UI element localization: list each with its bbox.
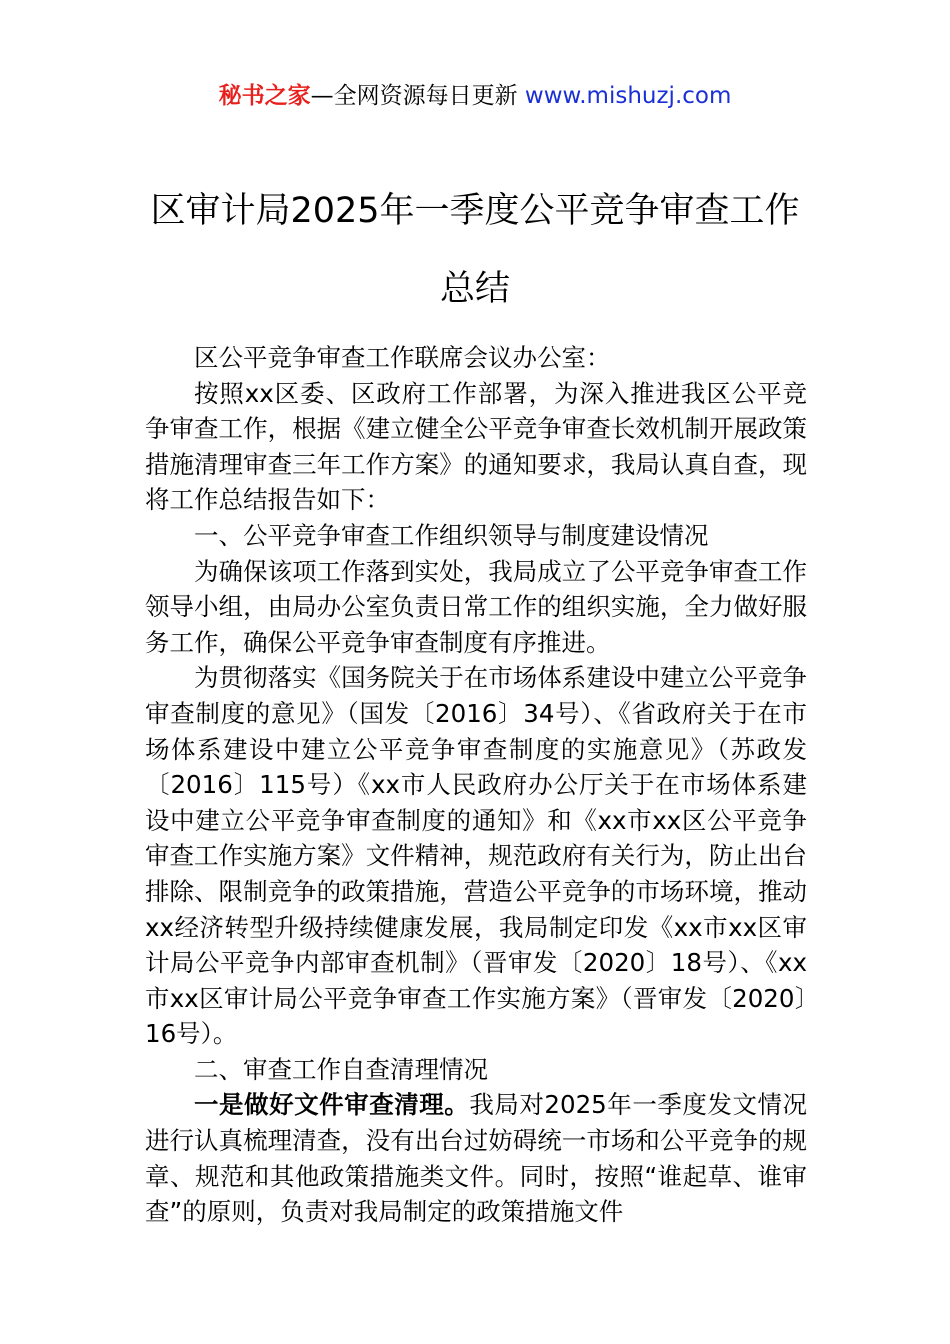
- site-header: [0, 80, 950, 112]
- header-tagline: —全网资源每日更新: [310, 83, 525, 109]
- section-1-paragraph-1: 为确保该项工作落到实处，我局成立了公平竞争审查工作领导小组，由局办公室负责日常工作的组织实施，全力做好服务工作，确保公平竞争审查制度有序推进。: [145, 556, 807, 657]
- section-1-paragraph-2: 为贯彻落实《国务院关于在市场体系建设中建立公平竞争审查制度的意见》（国发〔2016〕34号）、《省政府关于在市场体系建设中建立公平竞争审查制度的实施意见》（苏政发〔2016〕115号）《xx市人民政府办公厅关于在市场体系建设中建立公平竞争审查制度的通知》和《xx市xx区公平竞争审查工作实施方案》文件精神，规范政府有关行为，防止出台排除、限制竞争的政策措施，营造公平竞争的市场环境，推动xx经济转型升级持续健康发展，我局制定印发《xx市xx区审计局公平竞争内部审查机制》（晋审发〔2020〕18号）、《xx市xx区审计局公平竞争审查工作实施方案》（晋审发〔2020〕16号）。: [145, 663, 807, 1049]
- site-url-link[interactable]: www.mishuzj.com: [524, 83, 732, 109]
- intro-paragraph: 按照xx区委、区政府工作部署，为深入推进我区公平竞争审查工作，根据《建立健全公平竞争审查长效机制开展政策措施清理审查三年工作方案》的通知要求，我局认真自查，现将工作总结报告如下：: [145, 378, 807, 515]
- document-body: [145, 340, 807, 1230]
- section-2-lead: 一是做好文件审查清理。: [194, 1090, 470, 1120]
- salutation: 区公平竞争审查工作联席会议办公室：: [194, 343, 611, 372]
- title-line-1: 区审计局2025年一季度公平竞争审查工作: [150, 191, 800, 231]
- section-2-paragraph-1-text: 我局对2025年一季度发文情况进行认真梳理清查，没有出台过妨碍统一市场和公平竞争的规章、规范和其他政策措施类文件。同时，按照“谁起草、谁审查”的原则，负责对我局制定的政策措施文件: [145, 1090, 807, 1227]
- section-2-heading: 二、审查工作自查清理情况: [194, 1054, 488, 1084]
- document-title: [100, 172, 850, 328]
- brand-name: 秘书之家: [218, 83, 311, 109]
- section-2-paragraph-1: [145, 1087, 807, 1229]
- title-line-2: 总结: [439, 269, 510, 309]
- section-1-heading: 一、公平竞争审查工作组织领导与制度建设情况: [194, 520, 709, 550]
